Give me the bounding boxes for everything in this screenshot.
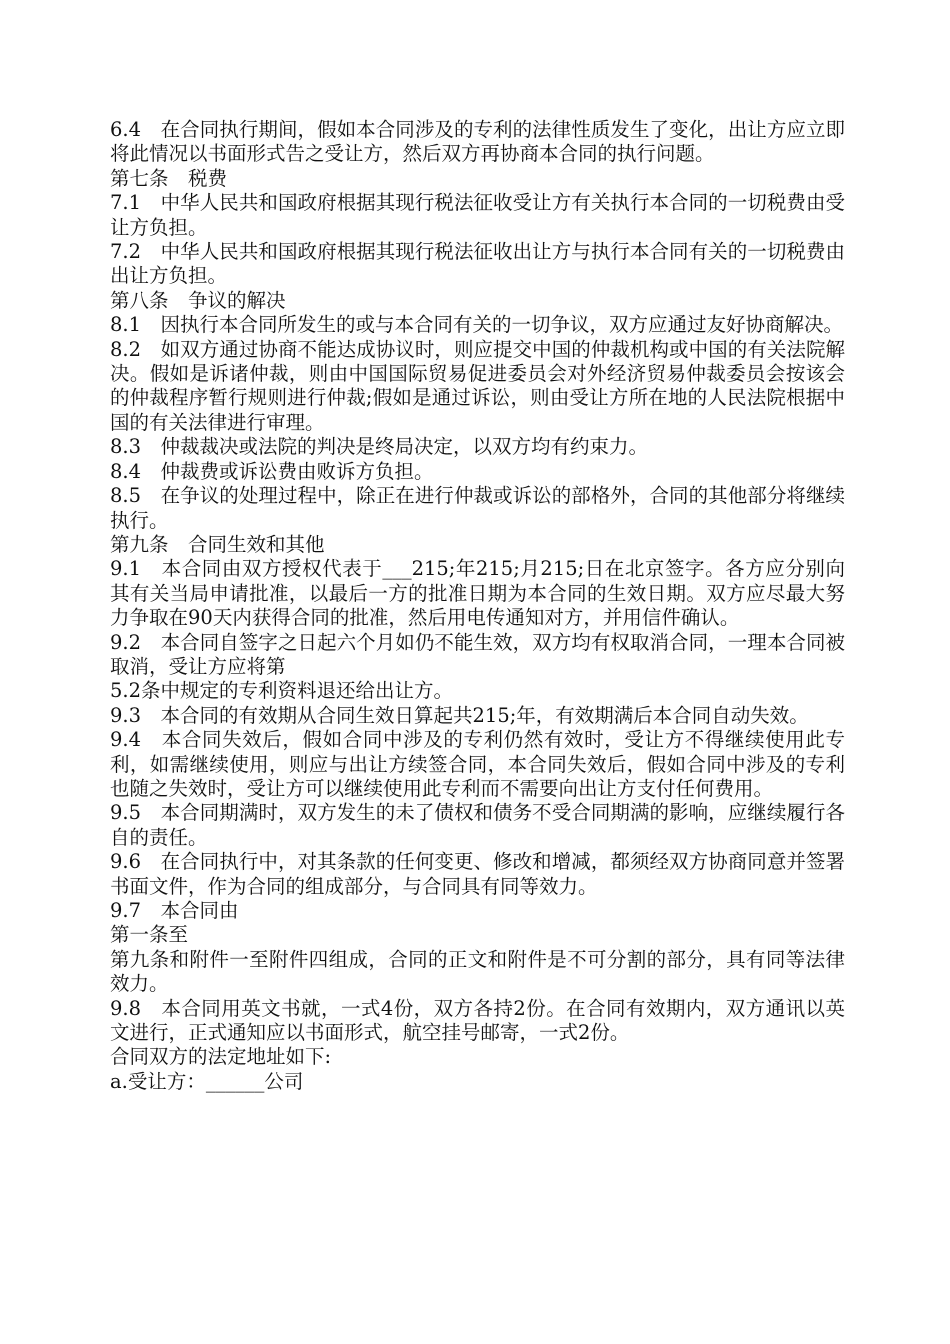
clause-9-7-article-1: 第一条至 [110,923,189,947]
document-page [110,118,845,1094]
clause-6-4: 6.4 在合同执行期间，假如本合同涉及的专利的法律性质发生了变化，出让方应立即将此情况以书面形式告之受让方，然后双方再协商本合同的执行问题。 [110,118,845,166]
clause-8-3: 8.3 仲裁裁决或法院的判决是终局决定，以双方均有约束力。 [110,435,649,459]
clause-8-1: 8.1 因执行本合同所发生的或与本合同有关的一切争议，双方应通过友好协商解决。 [110,313,844,337]
clause-8-2: 8.2 如双方通过协商不能达成协议时，则应提交中国的仲裁机构或中国的有关法院解决。假如是诉诸仲裁，则由中国国际贸易促进委员会对外经济贸易仲裁委员会按该会的仲裁程序暂行规则进行仲裁;假如是通过诉讼，则由受让方所在地的人民法院根据中国的有关法律进行审理。 [110,337,845,434]
clause-8-4: 8.4 仲裁费或诉讼费由败诉方负担。 [110,459,434,483]
clause-8-5: 8.5 在争议的处理过程中，除正在进行仲裁或诉讼的部格外，合同的其他部分将继续执行。 [110,484,845,532]
clause-9-3: 9.3 本合同的有效期从合同生效日算起共215;年，有效期满后本合同自动失效。 [110,703,809,727]
article-8-heading: 第八条 争议的解决 [110,288,286,312]
licensee-line: a.受让方：______公司 [110,1069,304,1093]
clause-9-2-continued: 5.2条中规定的专利资料退还给出让方。 [110,679,454,703]
legal-address-heading: 合同双方的法定地址如下: [110,1045,332,1069]
clause-9-8: 9.8 本合同用英文书就，一式4份，双方各持2份。在合同有效期内，双方通讯以英文进行，正式通知应以书面形式，航空挂号邮寄，一式2份。 [110,996,845,1045]
clause-9-4: 9.4 本合同失效后，假如合同中涉及的专利仍然有效时，受让方不得继续使用此专利，如需继续使用，则应与出让方续签合同，本合同失效后，假如合同中涉及的专利也随之失效时，受让方可以继续使用此专利而不需要向出让方支付任何费用。 [110,728,845,800]
clause-9-7-article-9: 第九条和附件一至附件四组成，合同的正文和附件是不可分割的部分，具有同等法律效力。 [110,947,845,996]
clause-9-2: 9.2 本合同自签字之日起六个月如仍不能生效，双方均有权取消合同，一理本合同被取消，受让方应将第 [110,630,845,678]
clause-9-5: 9.5 本合同期满时，双方发生的未了债权和债务不受合同期满的影响，应继续履行各自的责任。 [110,801,845,849]
article-9-heading: 第九条 合同生效和其他 [110,532,325,556]
article-7-heading: 第七条 税费 [110,166,228,190]
clause-7-2: 7.2 中华人民共和国政府根据其现行税法征收出让方与执行本合同有关的一切税费由出让方负担。 [110,240,845,288]
clause-9-1: 9.1 本合同由双方授权代表于___215;年215;月215;日在北京签字。各方应分别向其有关当局申请批准，以最后一方的批准日期为本合同的生效日期。双方应尽最大努力争取在90天内获得合同的批准，然后用电传通知对方，并用信件确认。 [110,557,845,630]
clause-7-1: 7.1 中华人民共和国政府根据其现行税法征收受让方有关执行本合同的一切税费由受让方负担。 [110,191,845,239]
clause-9-7: 9.7 本合同由 [110,899,239,922]
clause-9-6: 9.6 在合同执行中，对其条款的任何变更、修改和增减，都须经双方协商同意并签署书面文件，作为合同的组成部分，与合同具有同等效力。 [110,850,845,898]
